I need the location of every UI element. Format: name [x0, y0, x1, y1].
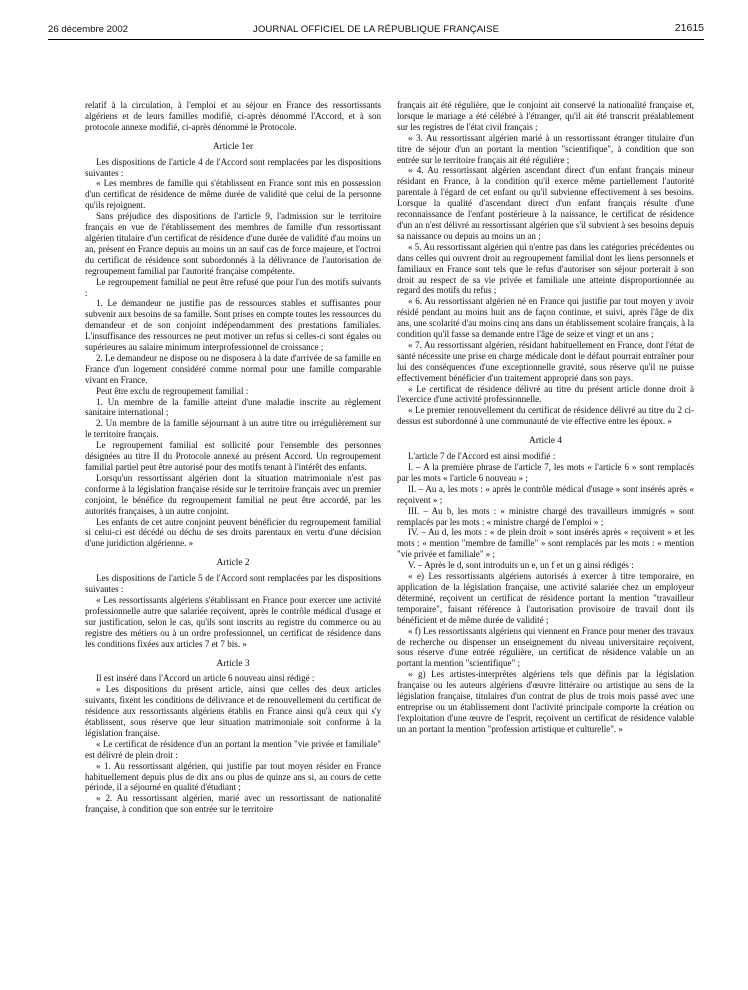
article-1-paragraph: « Les membres de famille qui s'établissent en France sont mis en possession d'un certificat de résidence de même durée de validité que celui de la personne qu'ils rejoignent. — [85, 178, 381, 211]
article-4-paragraph: « e) Les ressortissants algériens autorisés à exercer à titre temporaire, en application de la législation française, une activité salariée chez un employeur déterminé, reçoivent un certificat de résidence portant la mention "travailleur temporaire", faisant référence à l'autorisation provisoire de travail dont ils bénéficient et de même durée de validité ; — [397, 571, 694, 625]
article-3-paragraph: « 2. Au ressortissant algérien, marié avec un ressortissant de nationalité française, à condition que son entrée sur le territoire — [85, 793, 381, 815]
article-3-paragraph: « Le premier renouvellement du certificat de résidence délivré au titre du 2 ci-dessus est subordonné à une communauté de vie effective entre les époux. » — [397, 405, 694, 427]
right-column — [397, 100, 694, 735]
continued-paragraph: français ait été régulière, que le conjoint ait conservé la nationalité française et, lorsque le mariage a été célébré à l'étranger, qu'il ait été transcrit préalablement sur les registres de l'état civil français ; — [397, 100, 694, 132]
article-1-paragraph: Les dispositions de l'article 4 de l'Accord sont remplacées par les dispositions suivantes : — [85, 156, 381, 178]
article-3-paragraph: « Le certificat de résidence délivré au titre du présent article donne droit à l'exercice d'une activité professionnelle. — [397, 383, 694, 405]
article-3-paragraph: Il est inséré dans l'Accord un article 6 nouveau ainsi rédigé : — [96, 673, 315, 684]
article-4-paragraph: V. – Après le d, sont introduits un e, un f et un g ainsi rédigés : — [408, 560, 634, 571]
article-4-paragraph: III. – Au b, les mots : « ministre chargé des travailleurs immigrés » sont remplacés par les mots : « ministre chargé de l'emploi » ; — [397, 505, 694, 527]
article-3-paragraph: « 4. Au ressortissant algérien ascendant direct d'un enfant français mineur résidant en France, à la condition qu'il exerce même partiellement l'autorité parentale à l'égard de cet enfant ou qu'il subvienne effectivement à ses besoins. Lorsque la qualité d'ascendant direct d'un enfant français résulte d'une reconnaissance de l'enfant postérieure à la naissance, le certificat de résidence d'un an n'est délivré au ressortissant algérien que s'il subvient à ses besoins depuis sa naissance ou depuis au moins un an ; — [397, 165, 694, 241]
page-header — [48, 22, 704, 40]
article-1-paragraph: 2. Un membre de la famille séjournant à un autre titre ou irrégulièrement sur le territoire français. — [85, 418, 381, 440]
article-3-paragraph: « 3. Au ressortissant algérien marié à un ressortissant étranger titulaire d'un titre de séjour d'un an portant la mention "scientifique", à condition que son entrée sur le territoire français ait été régulière ; — [397, 132, 694, 165]
header-date: 26 décembre 2002 — [48, 24, 129, 35]
article-1-paragraph: Lorsqu'un ressortissant algérien dont la situation matrimoniale n'est pas conforme à la législation française réside sur le territoire français avec un premier conjoint, le bénéfice du regroupement familial ne peut être accordé, par les autorités françaises, à un autre conjoint. — [85, 472, 381, 516]
article-3-paragraph: « 7. Au ressortissant algérien, résidant habituellement en France, dont l'état de santé nécessite une prise en charge médicale dont le défaut pourrait entraîner pour lui des conséquences d'une exceptionnelle gravité, sous réserve qu'il ne puisse effectivement bénéficier d'un traitement approprié dans son pays. — [397, 339, 694, 383]
article-4-paragraph: « g) Les artistes-interprètes algériens tels que définis par la législation française ou les auteurs algériens d'œuvre littéraire ou artistique au sens de la législation française, titulaires d'un contrat de plus de trois mois passé avec une entreprise ou un établissement dont l'activité principale comporte la création ou l'exploitation d'une œuvre de l'esprit, reçoivent un certificat de résidence valable un an portant la mention "profession artistique et culturelle". » — [397, 669, 694, 734]
left-column — [85, 100, 381, 815]
article-4-paragraph: IV. – Au d, les mots : « de plein droit » sont insérés après « reçoivent » et les mots : « mention "membre de famille" » sont remplacés par les mots : « mention "vie privée et familiale" » ; — [397, 527, 694, 560]
article-3-paragraph: « 5. Au ressortissant algérien qui n'entre pas dans les catégories précédentes ou dans celles qui ouvrent droit au regroupement familial dont les liens personnels et familiaux en France sont tels que le refus d'autoriser son séjour porterait à son droit au respect de sa vie privée et familiale une atteinte disproportionnée au regard des motifs du refus ; — [397, 241, 694, 296]
article-1-paragraph: 1. Un membre de la famille atteint d'une maladie inscrite au règlement sanitaire international ; — [85, 396, 381, 418]
article-2-heading: Article 2 — [216, 558, 250, 569]
article-1-paragraph: Le regroupement familial est sollicité pour l'ensemble des personnes désignées au titre II du Protocole annexé au présent Accord. Un regroupement familial partiel peut être autorisé pour des motifs tenant à l'intérêt des enfants. — [85, 440, 381, 472]
article-3-paragraph: « Le certificat de résidence d'un an portant la mention "vie privée et familiale" est délivré de plein droit : — [85, 738, 381, 760]
article-4-paragraph: I. – A la première phrase de l'article 7, les mots « l'article 6 » sont remplacés par les mots « l'article 6 nouveau » ; — [397, 462, 694, 483]
journal-title: JOURNAL OFFICIEL DE LA RÉPUBLIQUE FRANÇAISE — [252, 24, 500, 35]
page-number: 21615 — [674, 22, 704, 34]
article-3-heading: Article 3 — [216, 658, 250, 669]
article-2-paragraph: « Les ressortissants algériens s'établissant en France pour exercer une activité professionnelle autre que salariée reçoivent, après le contrôle médical d'usage et sur justification, selon le cas, qu'ils sont inscrits au registre du commerce ou au registre des métiers ou à un ordre professionnel, un certificat de résidence dans les conditions fixées aux articles 7 et 7 bis. » — [85, 594, 381, 649]
header-rule — [48, 39, 704, 40]
article-1-paragraph: Le regroupement familial ne peut être refusé que pour l'un des motifs suivants : — [85, 276, 381, 298]
article-3-paragraph: « Les dispositions du présent article, ainsi que celles des deux articles suivants, fixent les conditions de délivrance et de renouvellement du certificat de résidence aux ressortissants algériens établis en France ainsi qu'à ceux qui s'y établissent, sous réserve que leur situation matrimoniale soit conforme à la législation française. — [85, 684, 381, 738]
article-1-paragraph: 2. Le demandeur ne dispose ou ne disposera à la date d'arrivée de sa famille en France d'un logement considéré comme normal pour une famille comparable vivant en France. — [85, 352, 381, 385]
article-1-paragraph: Peut être exclu de regroupement familial : — [96, 385, 249, 396]
article-3-paragraph: « 6. Au ressortissant algérien né en France qui justifie par tout moyen y avoir résidé pendant au moins huit ans de façon continue, et suivi, après l'âge de dix ans, une scolarité d'au moins cinq ans dans un établissement scolaire français, à la condition qu'il fasse sa demande entre l'âge de seize et vingt et un ans ; — [397, 296, 694, 340]
article-2-paragraph: Les dispositions de l'article 5 de l'Accord sont remplacées par les dispositions suivantes : — [85, 573, 381, 595]
article-1-heading: Article 1er — [212, 141, 254, 152]
article-3-paragraph: « 1. Au ressortissant algérien, qui justifie par tout moyen résider en France habituellement depuis plus de dix ans ou plus de quinze ans si, au cours de cette période, il a séjourné en qualité d'étudiant ; — [85, 760, 381, 793]
article-4-paragraph: L'article 7 de l'Accord est ainsi modifié : — [408, 451, 556, 462]
article-4-heading: Article 4 — [528, 436, 563, 447]
article-4-paragraph: « f) Les ressortissants algériens qui viennent en France pour mener des travaux de recherche ou dispenser un enseignement du niveau universitaire reçoivent, sous réserve d'une entrée régulière, un certificat de résidence valable un an portant la mention "scientifique" ; — [397, 625, 694, 669]
article-1-paragraph: 1. Le demandeur ne justifie pas de ressources stables et suffisantes pour subvenir aux besoins de sa famille. Sont prises en compte toutes les ressources du demandeur et de son conjoint indépendamment des prestations familiales. L'insuffisance des ressources ne peut motiver un refus si celles-ci sont égales ou supérieures au salaire minimum interprofessionnel de croissance ; — [85, 298, 381, 353]
intro-paragraph: relatif à la circulation, à l'emploi et au séjour en France des ressortissants algériens et de leurs familles modifié, ci-après dénommé l'Accord, et à son protocole annexe modifié, ci-après dénommé le Protocole. — [85, 100, 381, 132]
article-1-paragraph: Sans préjudice des dispositions de l'article 9, l'admission sur le territoire français en vue de l'établissement des membres de famille d'un ressortissant algérien titulaire d'un certificat de résidence d'une durée de validité d'au moins un an, présent en France depuis au moins un an sauf cas de force majeure, et l'octroi du certificat de résidence sont subordonnés à la délivrance de l'autorisation de regroupement familial par l'autorité française compétente. — [85, 211, 381, 276]
article-1-paragraph: Les enfants de cet autre conjoint peuvent bénéficier du regroupement familial si celui-ci est décédé ou déchu de ses droits parentaux en vertu d'une décision d'une juridiction algérienne. » — [85, 516, 381, 549]
article-4-paragraph: II. – Au a, les mots : « après le contrôle médical d'usage » sont insérés après « reçoivent » ; — [397, 483, 694, 505]
